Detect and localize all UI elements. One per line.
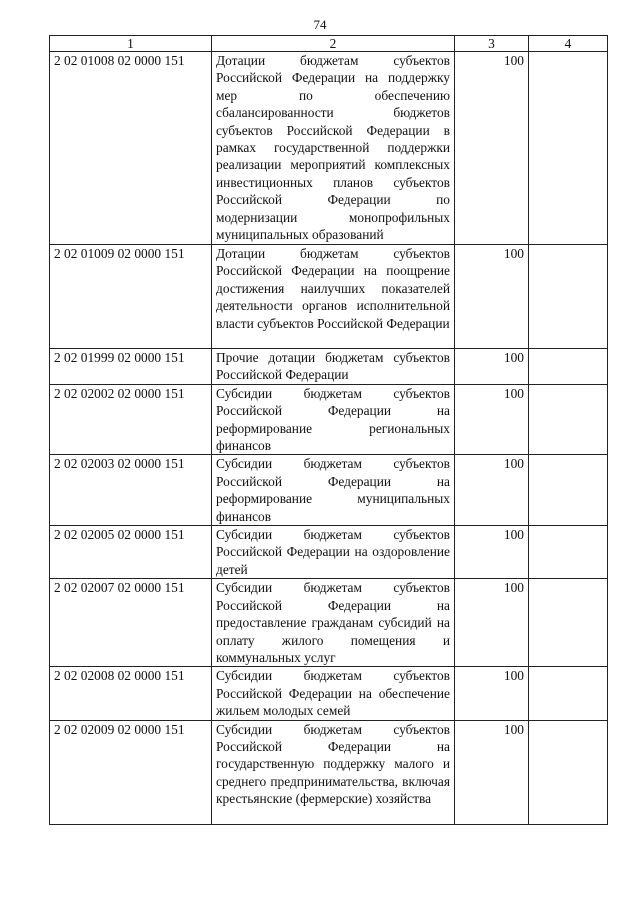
row-value-col4 [529,455,608,526]
row-description: Дотации бюджетам субъектов Российской Федерации на поощрение достижения наилучших показателей деятельности органов исполнительной власти субъектов Российской Федерации [212,245,455,349]
row-description: Субсидии бюджетам субъектов Российской Федерации на реформирование региональных финансов [212,384,455,455]
page-number: 74 [313,17,327,32]
row-value-col4 [529,526,608,579]
row-description: Прочие дотации бюджетам субъектов Российской Федерации [212,349,455,385]
row-value-col4 [529,52,608,245]
row-description: Дотации бюджетам субъектов Российской Федерации на поддержку мер по обеспечению сбалансированности бюджетов субъектов Российской Федерации в рамках государственной поддержки реализации мероприятий комплексных инвестиционных планов субъектов Российской Федерации по модернизации монопрофильных муниципальных образований [212,52,455,245]
row-code: 2 02 02007 02 0000 151 [50,579,212,667]
row-code: 2 02 02003 02 0000 151 [50,455,212,526]
row-code: 2 02 01008 02 0000 151 [50,52,212,245]
table-row [50,455,608,526]
row-code: 2 02 01999 02 0000 151 [50,349,212,385]
table-row [50,245,608,349]
table-row [50,384,608,455]
table-row [50,720,608,824]
column-header-3: 3 [455,36,529,52]
row-value-col3: 100 [455,526,529,579]
row-code: 2 02 02005 02 0000 151 [50,526,212,579]
column-header-4: 4 [529,36,608,52]
column-header-1: 1 [50,36,212,52]
row-value-col4 [529,384,608,455]
table-row [50,667,608,720]
column-header-2: 2 [212,36,455,52]
table-row [50,52,608,245]
row-value-col4 [529,720,608,824]
row-value-col3: 100 [455,52,529,245]
row-description: Субсидии бюджетам субъектов Российской Федерации на обеспечение жильем молодых семей [212,667,455,720]
row-code: 2 02 02008 02 0000 151 [50,667,212,720]
row-value-col4 [529,579,608,667]
row-value-col3: 100 [455,455,529,526]
table-row [50,349,608,385]
row-value-col4 [529,667,608,720]
row-value-col3: 100 [455,245,529,349]
row-value-col3: 100 [455,384,529,455]
table-row [50,526,608,579]
table-header-row [50,36,608,52]
row-description: Субсидии бюджетам субъектов Российской Федерации на предоставление гражданам субсидий на оплату жилого помещения и коммунальных услуг [212,579,455,667]
table-row [50,579,608,667]
row-value-col3: 100 [455,667,529,720]
row-code: 2 02 02009 02 0000 151 [50,720,212,824]
budget-classification-table [49,35,608,825]
row-description: Субсидии бюджетам субъектов Российской Федерации на реформирование муниципальных финансов [212,455,455,526]
row-value-col4 [529,245,608,349]
row-code: 2 02 02002 02 0000 151 [50,384,212,455]
row-description: Субсидии бюджетам субъектов Российской Федерации на государственную поддержку малого и среднего предпринимательства, включая крестьянские (фермерские) хозяйства [212,720,455,824]
row-value-col3: 100 [455,720,529,824]
row-value-col3: 100 [455,579,529,667]
row-value-col4 [529,349,608,385]
row-description: Субсидии бюджетам субъектов Российской Федерации на оздоровление детей [212,526,455,579]
row-value-col3: 100 [455,349,529,385]
row-code: 2 02 01009 02 0000 151 [50,245,212,349]
